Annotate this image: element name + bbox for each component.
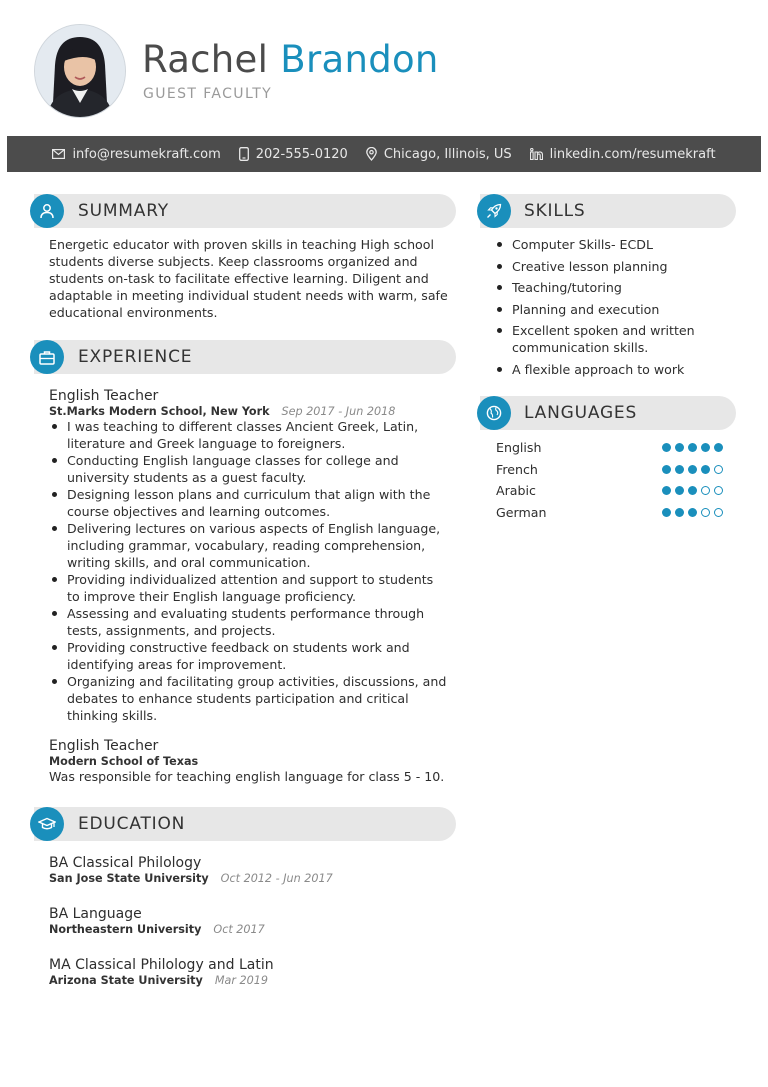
briefcase-icon [39,350,55,365]
list-item: Excellent spoken and written communication skills. [494,322,724,356]
summary-icon-badge [30,194,64,228]
summary-text: Energetic educator with proven skills in teaching High school students diverse subjects. Keep classrooms organized and students on-task to facilitate effective learning. Diligent and adaptable in meeting individual student needs with warm, safe educational environments. [49,237,448,320]
language-name: Arabic [496,483,536,499]
empty-dot [714,486,723,495]
education-dates: Oct 2017 [213,923,265,936]
phone-text: 202-555-0120 [255,146,348,162]
job-entry [49,388,449,724]
education-dates: Mar 2019 [214,974,268,987]
filled-dot [675,465,684,474]
list-item: Designing lesson plans and curriculum that align with the course objectives and learning outcomes. [49,486,449,520]
education-entry [49,957,274,987]
school-name: San Jose State University [49,872,209,885]
list-item: Providing individualized attention and support to students to improve their English language proficiency. [49,571,449,605]
languages-list [496,437,723,523]
location-pin-icon [366,147,377,161]
empty-dot [701,508,710,517]
proficiency-dots [658,486,723,495]
language-name: French [496,461,538,477]
skills-heading: SKILLS [524,201,586,221]
summary-heading: SUMMARY [78,201,169,221]
filled-dot [714,443,723,452]
degree: BA Classical Philology [49,855,202,871]
school-name: Arizona State University [49,974,203,987]
language-row [496,502,723,524]
job-dates: Sep 2017 - Jun 2018 [281,405,396,418]
skills-icon-badge [477,194,511,228]
list-item: Delivering lectures on various aspects of English language, including grammar, vocabulary, reading comprehension, writing skills, and oral communication. [49,520,449,571]
empty-dot [714,465,723,474]
languages-icon-badge [477,396,511,430]
filled-dot [662,486,671,495]
job-position: English Teacher [49,738,159,754]
graduation-cap-icon [38,817,56,831]
list-item: Creative lesson planning [494,258,724,275]
profile-photo [34,24,126,118]
list-item: Planning and execution [494,301,724,318]
job-entry [49,738,449,785]
list-item: Teaching/tutoring [494,279,724,296]
contact-linkedin[interactable] [530,147,716,162]
contact-email[interactable] [52,147,220,162]
filled-dot [701,465,710,474]
list-item: Conducting English language classes for college and university students as a guest faculty. [49,452,449,486]
filled-dot [675,443,684,452]
linkedin-icon [530,148,543,160]
user-icon [39,203,55,219]
education-dates: Oct 2012 - Jun 2017 [220,872,333,885]
list-item: Computer Skills- ECDL [494,236,724,253]
job-position: English Teacher [49,388,159,404]
job-description: Was responsible for teaching english language for class 5 - 10. [49,769,445,784]
education-entry [49,906,265,936]
list-item: A flexible approach to work [494,361,724,378]
contact-location [366,147,512,162]
job-employer [49,405,449,418]
filled-dot [675,508,684,517]
experience-heading: EXPERIENCE [78,347,193,367]
filled-dot [688,465,697,474]
degree: BA Language [49,906,142,922]
email-text: info@resumekraft.com [72,146,221,162]
envelope-icon [52,149,65,159]
language-row [496,437,723,459]
language-name: English [496,440,542,456]
languages-heading: LANGUAGES [524,403,638,423]
filled-dot [701,443,710,452]
rocket-icon [486,203,502,219]
candidate-name [142,38,439,82]
linkedin-text: linkedin.com/resumekraft [549,146,716,162]
job-responsibilities [49,418,449,724]
experience-icon-badge [30,340,64,374]
filled-dot [675,486,684,495]
proficiency-dots [658,465,723,474]
proficiency-dots [658,443,723,452]
portrait-image [35,25,125,117]
job-title: GUEST FACULTY [143,86,273,102]
education-entry [49,855,333,885]
language-row [496,459,723,481]
empty-dot [714,508,723,517]
last-name: Brandon [280,38,439,81]
first-name: Rachel [142,38,269,81]
education-heading: EDUCATION [78,814,186,834]
globe-icon [486,405,502,421]
proficiency-dots [658,508,723,517]
employer-name: St.Marks Modern School, New York [49,405,270,418]
skills-header [480,194,736,228]
filled-dot [688,443,697,452]
filled-dot [688,486,697,495]
empty-dot [701,486,710,495]
filled-dot [662,508,671,517]
list-item: Assessing and evaluating students performance through tests, assignments, and projects. [49,605,449,639]
location-text: Chicago, Illinois, US [383,146,512,162]
filled-dot [688,508,697,517]
list-item: Providing constructive feedback on students work and identifying areas for improvement. [49,639,449,673]
contact-bar [7,136,761,172]
language-name: German [496,504,547,520]
list-item: Organizing and facilitating group activities, discussions, and debates to enhance students participation and critical thinking skills. [49,673,449,724]
list-item: I was teaching to different classes Ancient Greek, Latin, literature and Greek language to foreigners. [49,418,449,452]
skills-list [494,236,724,378]
filled-dot [662,443,671,452]
phone-icon [239,147,249,161]
school-line [49,872,333,885]
employer-name: Modern School of Texas [49,755,199,768]
education-icon-badge [30,807,64,841]
degree: MA Classical Philology and Latin [49,957,274,973]
school-line [49,974,274,987]
school-line [49,923,265,936]
school-name: Northeastern University [49,923,202,936]
contact-phone[interactable] [239,147,348,162]
filled-dot [662,465,671,474]
language-row [496,480,723,502]
